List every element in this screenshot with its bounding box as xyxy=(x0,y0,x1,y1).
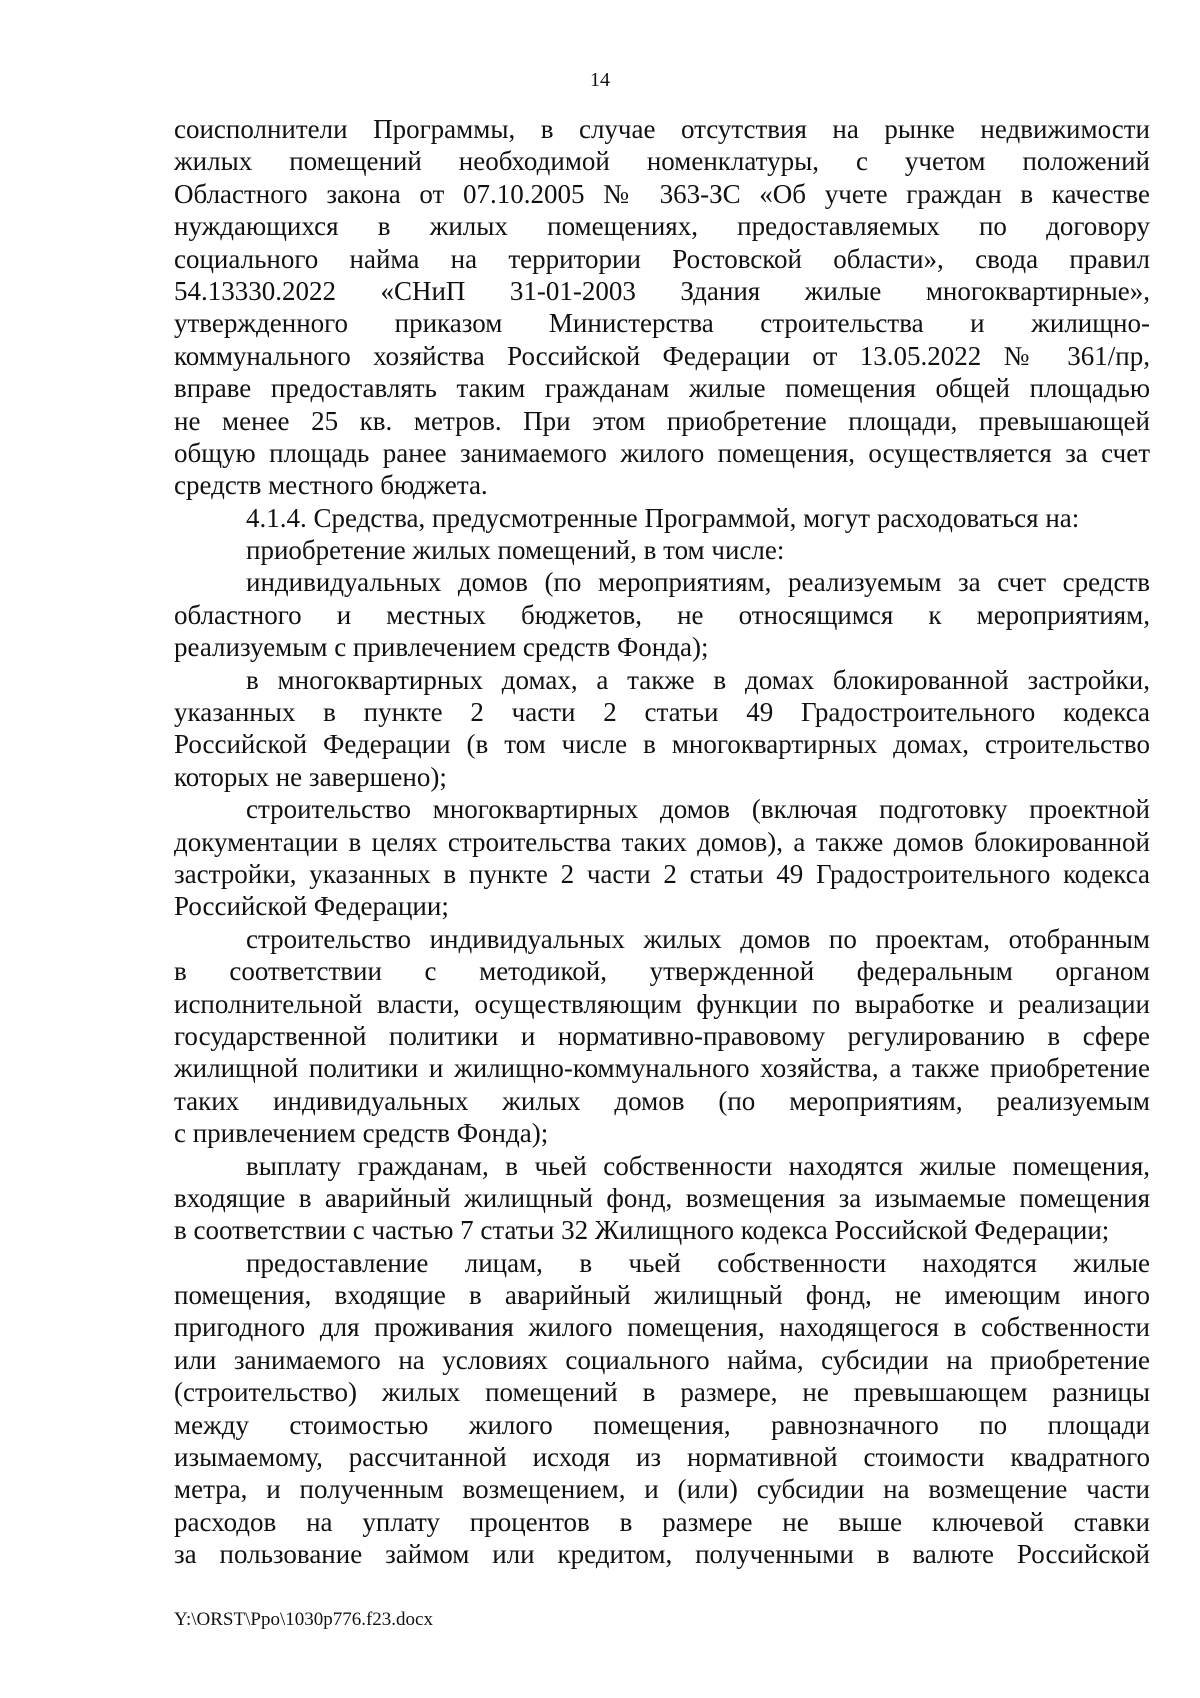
text-line: соисполнители Программы, в случае отсутствия на рынке недвижимости xyxy=(174,114,1150,144)
text-line: исполнительной власти, осуществляющим функции по выработке и реализации xyxy=(174,988,1150,1019)
text-line: расходов на уплату процентов в размере не выше ключевой ставки xyxy=(174,1506,1150,1537)
text-line: в соответствии с методикой, утвержденной федеральным органом xyxy=(174,956,1150,987)
text-line: между стоимостью жилого помещения, равнозначного по площади xyxy=(174,1409,1150,1440)
text-line: общую площадь ранее занимаемого жилого помещения, осуществляется за счет xyxy=(174,437,1150,468)
text-line: нуждающихся в жилых помещениях, предоставляемых по договору xyxy=(174,211,1150,242)
text-line: индивидуальных домов (по мероприятиям, реализуемым за счет средств xyxy=(246,567,1150,598)
text-line: жилищной политики и жилищно-коммунального хозяйства, а также приобретение xyxy=(174,1053,1150,1084)
text-line: не менее 25 кв. метров. При этом приобретение площади, превышающей xyxy=(174,405,1150,436)
text-line: Областного закона от 07.10.2005 № 363-ЗС «Об учете граждан в качестве xyxy=(174,178,1150,209)
text-line: или занимаемого на условиях социального найма, субсидии на приобретение xyxy=(174,1344,1150,1375)
text-line: средств местного бюджета. xyxy=(174,470,488,501)
text-line: пригодного для проживания жилого помещения, находящегося в собственности xyxy=(174,1312,1150,1343)
text-line: выплату гражданам, в чьей собственности находятся жилые помещения, xyxy=(246,1150,1150,1181)
text-line: реализуемым с привлечением средств Фонда); xyxy=(174,632,709,663)
text-line: социального найма на территории Ростовской области», свода правил xyxy=(174,243,1150,274)
text-line: вправе предоставлять таким гражданам жилые помещения общей площадью xyxy=(174,373,1150,404)
text-line: в многоквартирных домах, а также в домах блокированной застройки, xyxy=(246,664,1150,695)
text-line: государственной политики и нормативно-правовому регулированию в сфере xyxy=(174,1020,1150,1051)
text-line: документации в целях строительства таких домов), а также домов блокированной xyxy=(174,826,1150,857)
text-line: указанных в пункте 2 части 2 статьи 49 Градостроительного кодекса xyxy=(174,697,1150,728)
text-line: застройки, указанных в пункте 2 части 2 статьи 49 Градостроительного кодекса xyxy=(174,858,1150,889)
text-line: коммунального хозяйства Российской Федерации от 13.05.2022 № 361/пр, xyxy=(174,340,1150,371)
text-line: которых не завершено); xyxy=(174,761,447,792)
text-line: приобретение жилых помещений, в том числе: xyxy=(246,535,785,566)
paragraph-heading: 4.1.4. Средства, предусмотренные Программой, могут расходоваться на: xyxy=(246,502,1080,533)
text-line: областного и местных бюджетов, не относящимся к мероприятиям, xyxy=(174,599,1150,630)
text-line: в соответствии с частью 7 статьи 32 Жилищного кодекса Российской Федерации; xyxy=(174,1215,1110,1246)
text-line: 54.13330.2022 «СНиП 31-01-2003 Здания жилые многоквартирные», xyxy=(174,275,1150,306)
text-line: с привлечением средств Фонда); xyxy=(174,1118,549,1149)
text-line: метра, и полученным возмещением, и (или) субсидии на возмещение части xyxy=(174,1474,1150,1505)
page-number: 14 xyxy=(590,69,610,91)
body-text xyxy=(174,113,1150,1571)
text-line: (строительство) жилых помещений в размере, не превышающем разницы xyxy=(174,1377,1150,1408)
text-line: строительство многоквартирных домов (включая подготовку проектной xyxy=(246,794,1150,825)
text-line: помещения, входящие в аварийный жилищный фонд, не имеющим иного xyxy=(174,1280,1150,1311)
footer-file-path: Y:\ORST\Ppo\1030p776.f23.docx xyxy=(174,1609,433,1630)
text-line: Российской Федерации; xyxy=(174,891,449,922)
text-line: входящие в аварийный жилищный фонд, возмещения за изымаемые помещения xyxy=(174,1182,1150,1213)
text-line: строительство индивидуальных жилых домов по проектам, отобранным xyxy=(246,923,1150,954)
text-line: Российской Федерации (в том числе в многоквартирных домах, строительство xyxy=(174,729,1150,760)
text-line: жилых помещений необходимой номенклатуры, с учетом положений xyxy=(174,146,1150,177)
text-line: предоставление лицам, в чьей собственности находятся жилые xyxy=(246,1247,1150,1278)
text-line: утвержденного приказом Министерства строительства и жилищно- xyxy=(174,308,1150,339)
text-line: за пользование займом или кредитом, полученными в валюте Российской xyxy=(174,1539,1150,1570)
text-line: изымаемому, рассчитанной исходя из нормативной стоимости квадратного xyxy=(174,1442,1150,1473)
text-line: таких индивидуальных жилых домов (по мероприятиям, реализуемым xyxy=(174,1085,1150,1116)
